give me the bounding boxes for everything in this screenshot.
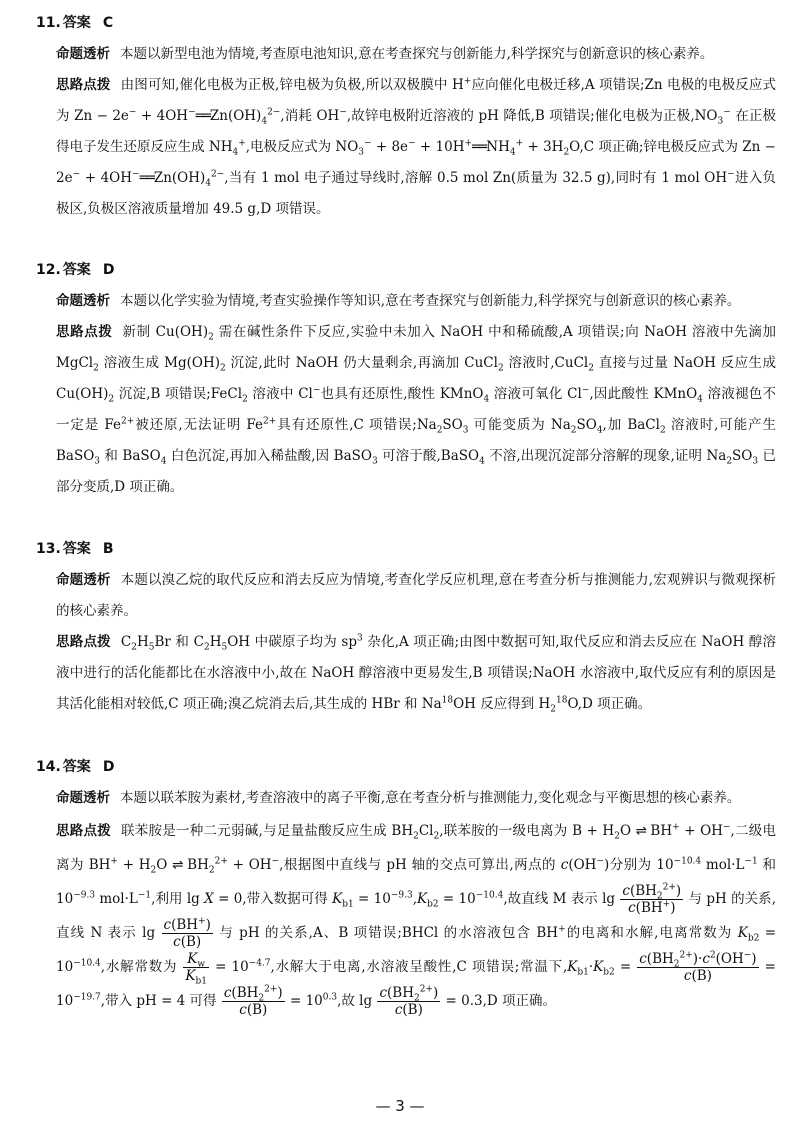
answer-value: B	[102, 541, 114, 557]
answer-value: D	[102, 759, 115, 775]
answer-value: C	[102, 15, 114, 31]
fraction: $\frac{c(BH^+)}{c(B)}$	[163, 916, 211, 950]
intent-paragraph: 命题透析 本题以新型电池为情境,考查原电池知识,意在考查探究与创新能力,科学探究与创新意识的核心素养。	[56, 46, 714, 62]
intent-paragraph: 命题透析 本题以溴乙烷的取代反应和消去反应为情境,考查化学反应机理,意在考查分析与推测能力,宏观辨识与微观探析的核心素养。	[56, 572, 777, 619]
hint-paragraph: 思路点拨 $C_2H_5Br$ 和 $C_2H_5OH$ 中碳原子均为 $sp^3$ 杂化,A 项正确;由图中数据可知,取代反应和消去反应在 NaOH 醇溶液中进行的活化能都比在水溶液中小,故在 NaOH 醇溶液中更易发生,B 项错误;NaOH 水溶液中,取代反应有利的原因是其活化能相对较低,C 项正确;溴乙烷消去后,其生成的 HBr 和 Na$^{18}$OH 反应得到 $H_2^{18}O,D$ 项正确。	[56, 633, 777, 715]
intent-paragraph: 命题透析 本题以联苯胺为素材,考查溶液中的离子平衡,意在考查分析与推测能力,变化观念与平衡思想的核心素养。	[56, 790, 741, 806]
fraction: $\frac{c(BH_2^{2+})\cdot c^2(OH^-)}{c(B)}$	[639, 950, 757, 984]
answer-line: 13. 答案 B	[36, 541, 114, 557]
fraction: $\frac{K_w}{K_{b1}}$	[185, 951, 207, 987]
answer-line: 11. 答案 C	[36, 15, 114, 31]
intent-paragraph: 命题透析 本题以化学实验为情境,考查实验操作等知识,意在考查探究与创新能力,科学探究与创新意识的核心素养。	[56, 293, 741, 309]
question-13	[36, 534, 776, 720]
page-number: — 3 —	[375, 1097, 425, 1115]
fraction: $\frac{c(BH_2^{2+})}{c(B)}$	[223, 984, 283, 1018]
fraction: $\frac{c(BH_2^{2+})}{c(B)}$	[379, 984, 439, 1018]
answer-line: 12. 答案 D	[36, 262, 115, 278]
question-11	[36, 8, 776, 225]
question-12	[36, 255, 776, 503]
hint-paragraph: 思路点拨 联苯胺是一种二元弱碱,与足量盐酸反应生成 $BH_2Cl_2$,联苯胺的一级电离为 $B + H_2O$ ⇌ BH+ + OH−,二级电离为 $BH^+ + H_2O$ ⇌ $BH_2^{2+} + OH^-$,根据图中直线与 pH 轴的交点可算出,两点的 c(OH−)分别为 $10^{-10.4}$ $mol\cdot L^{-1}$ 和 $10^{-9.3}$ $mol\cdot L^{-1}$,利用 lg X = 0,带入数据可得 $K_{b1} = 10^{-9.3},K_{b2} = 10^{-10.4}$,故直线 M 表示 lg $\frac{c(BH_2^{2+})}{c(BH^+)}$ 与 pH 的关系,直线 N 表示 lg $\frac{c(BH^+)}{c(B)}$ 与 pH 的关系,A、B 项错误;BHCl 的水溶液包含 BH+的电离和水解,电离常数为 $K_{b2} = 10^{-10.4}$,水解常数为 $\frac{K_w}{K_{b1}}$ = $10^{-4.7}$,水解大于电离,水溶液呈酸性,C 项错误;常温下$,K_{b1}\cdot K_{b2}$ = $\frac{c(BH_2^{2+})\cdot c^2(OH^-)}{c(B)}$ = $10^{-19.7}$,带入 pH = 4 可得 $\frac{c(BH_2^{2+})}{c(B)}$ = $10^{0.3}$,故 lg $\frac{c(BH_2^{2+})}{c(B)}$ = 0.3,D 项正确。	[56, 822, 777, 1018]
hint-paragraph: 思路点拨 新制 $Cu(OH)_2$ 需在碱性条件下反应,实验中未加入 NaOH 中和稀硫酸,A 项错误;向 NaOH 溶液中先滴加 MgCl$_2$ 溶液生成 $Mg(OH)_2$ 沉淀,此时 NaOH 仍大量剩余,再滴加 CuCl$_2$ 溶液时,CuCl$_2$ 直接与过量 NaOH 反应生成 $Cu(OH)_2$ 沉淀,B 项错误;FeCl$_2$ 溶液中 Cl−也具有还原性,酸性 KMnO$_4$ 溶液可氧化 Cl−,因此酸性 KMnO$_4$ 溶液褪色不一定是 $Fe^{2+}$被还原,无法证明 $Fe^{2+}$具有还原性,C 项错误$;Na_2SO_3$ 可能变质为 $Na_2SO_4$,加 BaCl$_2$ 溶液时,可能产生 BaSO$_3$ 和 BaSO$_4$ 白色沉淀,再加入稀盐酸,因 BaSO$_3$ 可溶于酸,BaSO$_4$ 不溶,出现沉淀部分溶解的现象,证明 $Na_2SO_3$ 已部分变质,D 项正确。	[56, 324, 777, 495]
answer-line: 14. 答案 D	[36, 759, 115, 775]
question-14	[36, 752, 776, 1018]
fraction: $\frac{c(BH_2^{2+})}{c(BH^+)}$	[622, 882, 682, 916]
hint-paragraph: 思路点拨 由图可知,催化电极为正极,锌电极为负极,所以双极膜中 H+应向催化电极迁移,A 项错误;Zn 电极的电极反应式为 $Zn - 2e^- + 4OH^-══Zn(OH)_4^{2-}$,消耗 OH−,故锌电极附近溶液的 pH 降低,B 项错误;催化电极为正极$,NO_3^-$ 在正极得电子发生还原反应生成 $NH_4^+$,电极反应式为 $NO_3^- + 8e^-$ + $10H^+══NH_4^+ + 3H_2O,C$ 项正确;锌电极反应式为 $Zn - 2e^- + 4OH^-══Zn(OH)_4^{2-}$,当有 1 mol 电子通过导线时,溶解 0.5 mol Zn(质量为 32.5 g),同时有 1 mol OH−进入负极区,负极区溶液质量增加 49.5 g,D 项错误。	[56, 76, 777, 217]
answer-value: D	[102, 262, 115, 278]
